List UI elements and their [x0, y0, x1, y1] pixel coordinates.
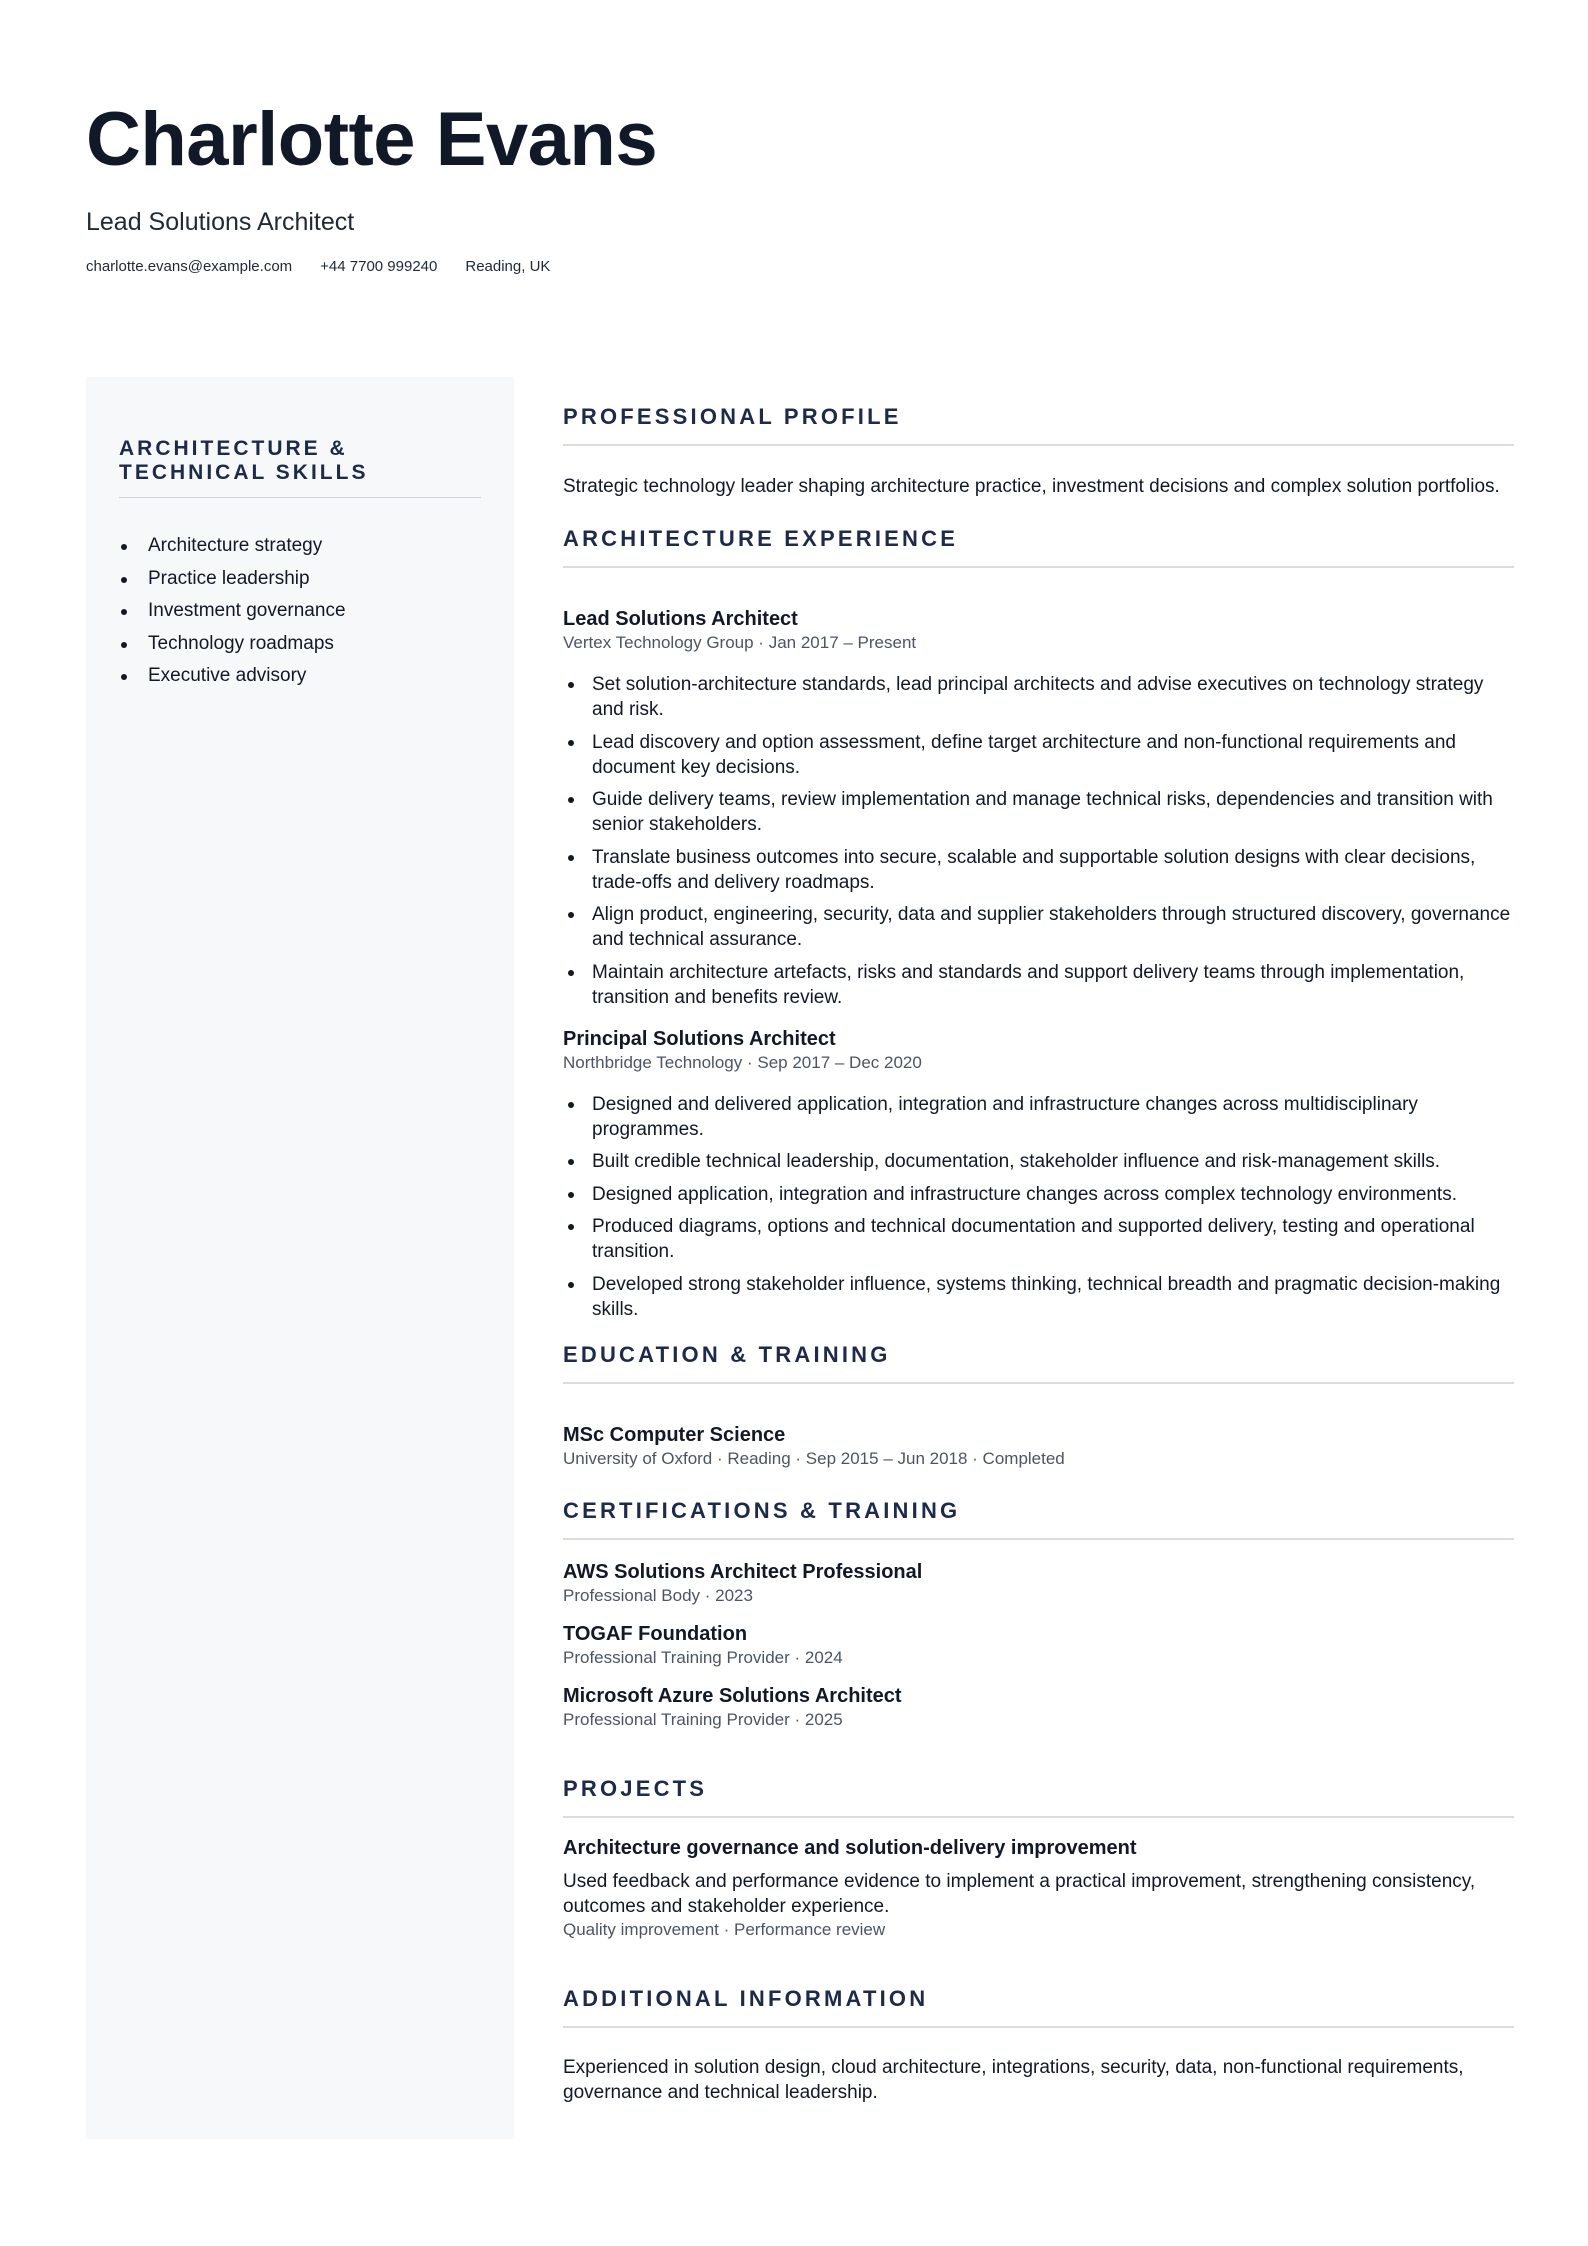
job-meta: Vertex Technology Group · Jan 2017 – Present — [563, 633, 917, 652]
contact-email[interactable]: charlotte.evans@example.com — [86, 258, 293, 275]
project-entry — [563, 1836, 1514, 1941]
certification-name: TOGAF Foundation — [563, 1622, 748, 1645]
job-entry — [563, 1027, 1514, 1322]
skills-sidebar — [86, 377, 514, 2139]
section-heading: EDUCATION & TRAINING — [563, 1341, 891, 1367]
additional-section — [563, 1984, 1514, 2105]
skill-item: Technology roadmaps — [119, 632, 481, 656]
job-bullet: Produced diagrams, options and technical documentation and supported delivery, testing and operational transition. — [563, 1214, 1514, 1264]
contact-location: Reading, UK — [465, 258, 551, 275]
project-name: Architecture governance and solution-delivery improvement — [563, 1836, 1137, 1859]
job-bullet: Built credible technical leadership, documentation, stakeholder influence and risk-management skills. — [563, 1149, 1514, 1174]
skills-list — [119, 534, 481, 688]
skills-divider — [119, 497, 481, 498]
degree-meta: University of Oxford · Reading · Sep 2015 – Jun 2018 · Completed — [563, 1448, 1065, 1468]
section-heading: CERTIFICATIONS & TRAINING — [563, 1497, 961, 1523]
section-divider — [563, 1538, 1514, 1540]
certification-entry — [563, 1622, 1514, 1669]
job-bullet: Developed strong stakeholder influence, systems thinking, technical breadth and pragmatic decision-making skills. — [563, 1272, 1514, 1322]
job-bullet: Translate business outcomes into secure, scalable and supportable solution designs with clear decisions, trade-offs and delivery roadmaps. — [563, 845, 1514, 895]
degree-title: MSc Computer Science — [563, 1423, 786, 1446]
contact-line — [86, 257, 1506, 277]
job-bullet: Align product, engineering, security, data and supplier stakeholders through structured discovery, governance and technical assurance. — [563, 902, 1514, 952]
profile-text: Strategic technology leader shaping architecture practice, investment decisions and complex solution portfolios. — [563, 476, 1500, 497]
section-divider — [563, 566, 1514, 568]
job-bullet: Guide delivery teams, review implementation and manage technical risks, dependencies and transition with senior stakeholders. — [563, 787, 1514, 837]
certification-meta: Professional Training Provider · 2025 — [563, 1709, 843, 1729]
candidate-headline: Lead Solutions Architect — [86, 208, 355, 236]
section-heading: PROJECTS — [563, 1775, 708, 1801]
skills-heading: ARCHITECTURE & TECHNICAL SKILLS — [119, 437, 369, 484]
experience-section — [563, 524, 1514, 1322]
section-heading: PROFESSIONAL PROFILE — [563, 404, 902, 429]
skill-item: Executive advisory — [119, 664, 481, 688]
resume-header — [86, 95, 1506, 277]
certification-entry — [563, 1560, 1514, 1607]
candidate-name: Charlotte Evans — [86, 97, 658, 182]
section-divider — [563, 2026, 1514, 2028]
section-divider — [563, 444, 1514, 446]
main-column — [563, 402, 1514, 2105]
job-bullets — [563, 672, 1514, 1010]
skill-item: Practice leadership — [119, 567, 481, 591]
education-section — [563, 1340, 1514, 1470]
job-bullet: Set solution-architecture standards, lead principal architects and advise executives on technology strategy and risk. — [563, 672, 1514, 722]
section-divider — [563, 1816, 1514, 1818]
job-bullet: Maintain architecture artefacts, risks and standards and support delivery teams through implementation, transition and benefits review. — [563, 960, 1514, 1010]
projects-section — [563, 1774, 1514, 1941]
profile-section — [563, 402, 1514, 499]
project-description: Used feedback and performance evidence to implement a practical improvement, strengthening consistency, outcomes and stakeholder experience. — [563, 1870, 1476, 1917]
skill-item: Investment governance — [119, 599, 481, 623]
job-bullet: Lead discovery and option assessment, define target architecture and non-functional requirements and document key decisions. — [563, 730, 1514, 780]
job-bullet: Designed and delivered application, integration and infrastructure changes across multidisciplinary programmes. — [563, 1092, 1514, 1142]
section-heading: ARCHITECTURE EXPERIENCE — [563, 526, 959, 551]
certification-name: AWS Solutions Architect Professional — [563, 1560, 923, 1583]
section-heading: ADDITIONAL INFORMATION — [563, 1985, 929, 2011]
certification-meta: Professional Body · 2023 — [563, 1585, 753, 1605]
contact-phone[interactable]: +44 7700 999240 — [320, 258, 438, 275]
education-entry — [563, 1423, 1514, 1470]
additional-text: Experienced in solution design, cloud architecture, integrations, security, data, non-functional requirements, governance and technical leadership. — [563, 2056, 1464, 2103]
job-title: Principal Solutions Architect — [563, 1027, 836, 1050]
section-divider — [563, 1382, 1514, 1384]
certifications-section — [563, 1496, 1514, 1731]
job-entry — [563, 607, 1514, 1010]
job-bullets — [563, 1092, 1514, 1322]
job-meta: Northbridge Technology · Sep 2017 – Dec 2020 — [563, 1052, 922, 1072]
certification-name: Microsoft Azure Solutions Architect — [563, 1684, 902, 1707]
job-bullet: Designed application, integration and infrastructure changes across complex technology environments. — [563, 1182, 1514, 1207]
certification-meta: Professional Training Provider · 2024 — [563, 1647, 843, 1667]
project-tags: Quality improvement · Performance review — [563, 1919, 886, 1939]
certification-entry — [563, 1684, 1514, 1731]
skill-item: Architecture strategy — [119, 534, 481, 558]
job-title: Lead Solutions Architect — [563, 608, 798, 630]
